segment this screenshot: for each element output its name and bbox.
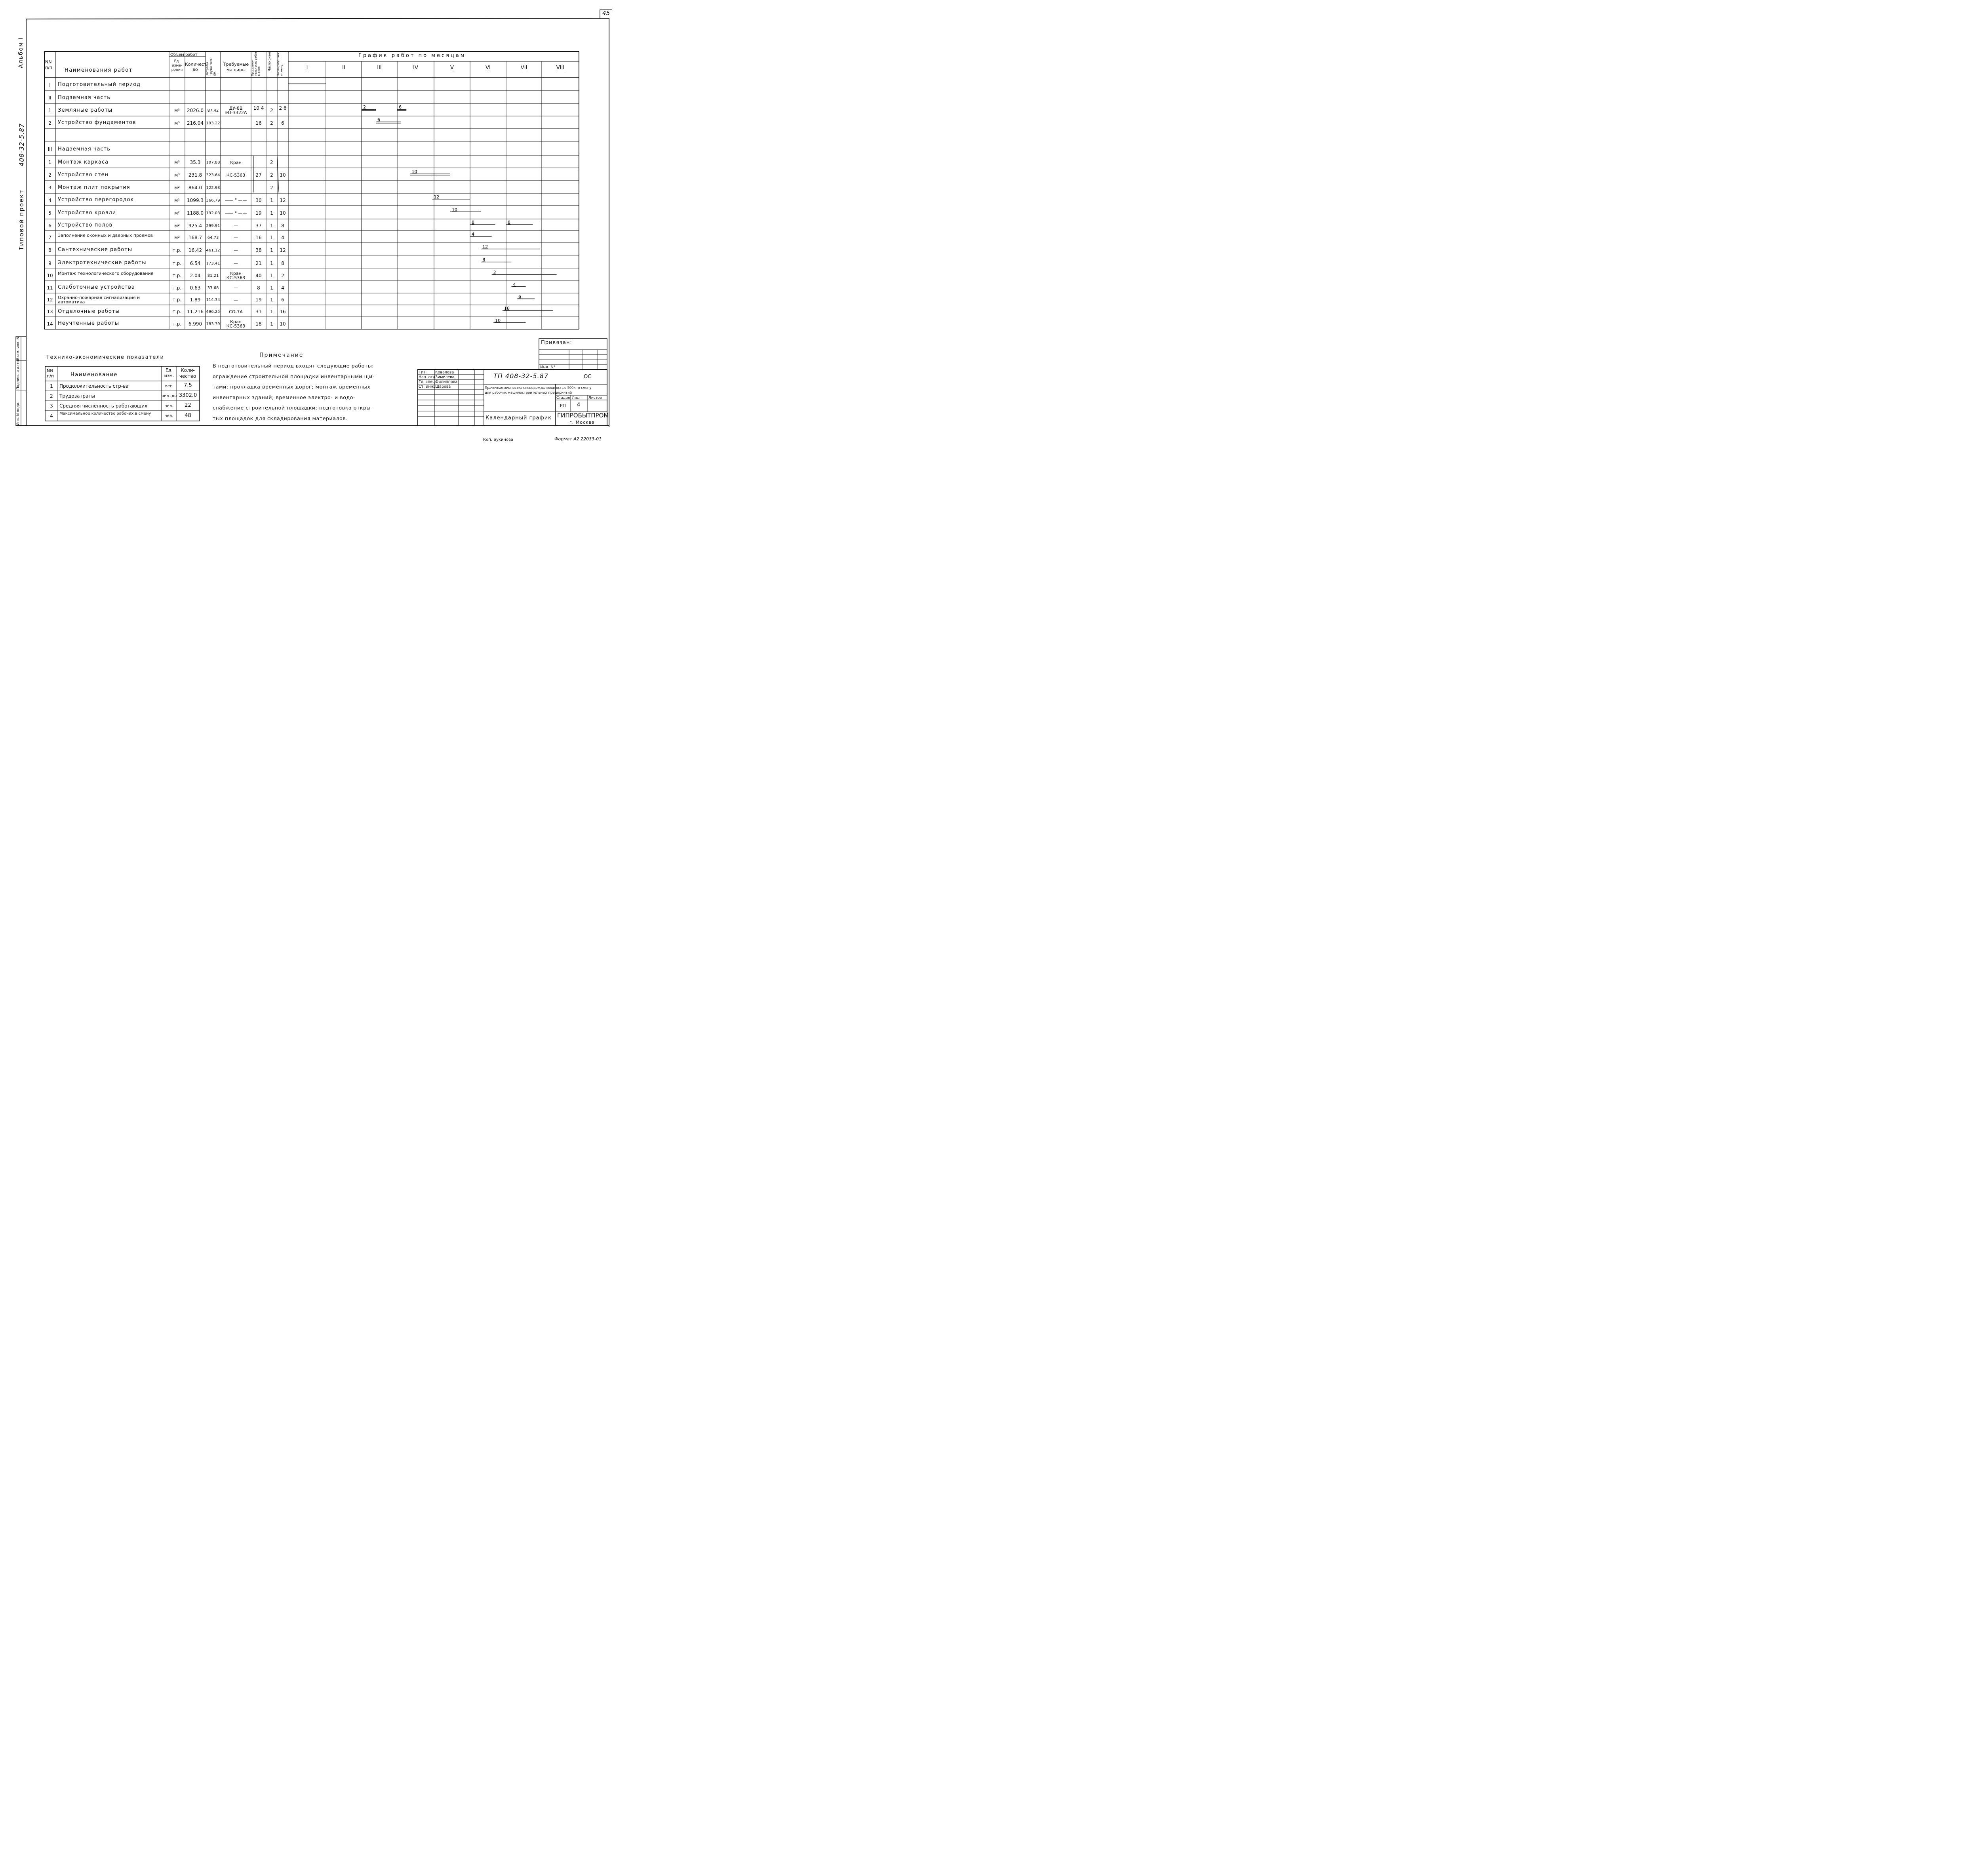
row-3-shifts: 2 xyxy=(270,120,273,126)
note-line-6: тых площадок для складирования материалов. xyxy=(213,415,348,421)
row-14-name: Электротехнические работы xyxy=(58,260,147,266)
row-16-name: Слаботочные устройства xyxy=(58,284,135,290)
row-12-machines: — xyxy=(234,235,238,240)
indicator-3-unit: чел. xyxy=(164,404,173,408)
row-16-qty: 0.63 xyxy=(190,285,201,291)
row-16-num: 11 xyxy=(47,285,53,291)
row-9-duration: 30 xyxy=(255,197,262,203)
indicator-4-qty: 48 xyxy=(185,412,191,419)
row-9-name: Устройство перегородок xyxy=(58,197,134,203)
row-14-shifts: 1 xyxy=(270,260,273,266)
row-12-workers: 4 xyxy=(281,234,284,240)
row-10-labor: 192.03 xyxy=(206,211,220,215)
header-shifts: Число смен xyxy=(268,52,271,71)
stage-label: Стадия xyxy=(556,396,570,400)
stamp-inv-podl: Инв. N подл. xyxy=(16,402,20,425)
row-9-unit: м² xyxy=(174,197,180,203)
row-12-num: 7 xyxy=(48,234,51,240)
format-label: Формат А2 22033-01 xyxy=(554,436,602,442)
row-12-labor: 64.73 xyxy=(207,235,219,240)
header-machines: Требуемые машины xyxy=(223,62,249,72)
ind-header-name: Наименование xyxy=(70,372,118,378)
row-3-qty: 216.04 xyxy=(187,120,204,126)
row-5-name: Надземная часть xyxy=(58,146,110,152)
month-5: V xyxy=(450,65,454,71)
ind-header-unit: Ед. изм. xyxy=(164,368,174,378)
row-3-duration: 16 xyxy=(255,120,262,126)
row-7-shifts: 2 xyxy=(270,172,273,178)
indicator-3-num: 3 xyxy=(50,403,53,409)
row-10-machines: —— " —— xyxy=(225,210,247,216)
album-label: Альбом I xyxy=(18,36,24,68)
row-15-unit: т.р. xyxy=(172,273,182,278)
stamp-signature-date: Подпись и дата xyxy=(16,360,20,390)
row-0-num: I xyxy=(49,82,51,88)
ind-header-qty: Коли- чество xyxy=(179,368,196,379)
row-19-duration: 18 xyxy=(255,321,262,327)
row-3-unit: м³ xyxy=(174,120,180,126)
row-18-name: Отделочные работы xyxy=(58,308,120,314)
doc-suffix: ОС xyxy=(584,374,592,380)
row-7-duration: 27 xyxy=(255,172,262,178)
month-3: III xyxy=(377,65,382,71)
bound-label: Привязан: xyxy=(541,340,572,346)
indicator-1-qty: 7.5 xyxy=(184,383,192,389)
row-7-qty: 231.8 xyxy=(188,172,202,178)
row-1-num: II xyxy=(48,95,51,101)
indicator-2-name: Трудозатраты xyxy=(59,393,95,399)
row-10-shifts: 1 xyxy=(270,210,273,216)
row-11-labor: 299.91 xyxy=(206,223,220,228)
row-14-labor: 173.41 xyxy=(206,261,220,266)
signer-1-role: ГИП xyxy=(419,370,427,375)
row-15-num: 10 xyxy=(47,273,53,278)
row-10-workers: 10 xyxy=(280,210,286,216)
row-1-name: Подземная часть xyxy=(58,94,110,101)
row-19-unit: т.р. xyxy=(172,321,182,327)
indicator-4-unit: чел. xyxy=(164,414,173,418)
row-14-unit: т.р. xyxy=(172,260,182,266)
row-5-num: III xyxy=(48,147,52,152)
month-2: II xyxy=(342,65,345,71)
row-10-name: Устройство кровли xyxy=(58,210,116,216)
row-7-workers: 10 xyxy=(280,172,286,178)
project-label: Типовой проект xyxy=(18,189,25,250)
row-9-qty: 1099.3 xyxy=(187,197,204,203)
row-6-machines: Кран xyxy=(230,160,242,165)
row-6-labor: 107.88 xyxy=(206,160,220,165)
gantt-label-8: 8 xyxy=(508,220,510,225)
month-6: VI xyxy=(485,65,491,71)
gantt-label-16: 10 xyxy=(495,318,501,323)
sheet-number: 45 xyxy=(602,10,610,17)
row-7-unit: м³ xyxy=(174,172,180,178)
sheet-value: 4 xyxy=(577,402,581,408)
indicator-3-qty: 22 xyxy=(185,402,191,408)
row-7-machines: КС-5363 xyxy=(226,172,246,178)
row-2-name: Земляные работы xyxy=(58,107,113,113)
row-19-workers: 10 xyxy=(280,321,286,327)
signer-4-name: Шарова xyxy=(435,385,451,389)
ind-header-num: NN п/п xyxy=(47,368,54,379)
gantt-label-10: 12 xyxy=(482,244,488,249)
indicators-title: Технико-экономические показатели xyxy=(46,354,164,360)
row-17-workers: 6 xyxy=(281,297,284,303)
row-13-machines: — xyxy=(234,248,238,253)
row-7-labor: 323.64 xyxy=(206,173,220,177)
gantt-label-12: 2 xyxy=(493,270,496,275)
row-9-shifts: 1 xyxy=(270,197,273,203)
row-10-num: 5 xyxy=(48,210,51,216)
row-19-qty: 6.990 xyxy=(188,321,202,327)
row-11-name: Устройство полов xyxy=(58,222,113,228)
row-9-machines: —— " —— xyxy=(225,198,247,203)
row-8-name: Монтаж плит покрытия xyxy=(58,184,130,190)
signer-2-role: Нач. отд. xyxy=(419,375,437,379)
row-10-unit: м² xyxy=(174,210,180,216)
row-2-labor: 87.42 xyxy=(207,109,219,113)
org-city: г. Москва xyxy=(569,420,595,425)
row-13-labor: 461.12 xyxy=(206,248,220,253)
row-17-qty: 1.89 xyxy=(190,297,201,303)
row-12-unit: м² xyxy=(174,234,180,240)
row-10-qty: 1188.0 xyxy=(187,210,204,216)
row-8-labor: 122.98 xyxy=(206,186,220,190)
row-12-qty: 168.7 xyxy=(188,234,202,240)
row-16-shifts: 1 xyxy=(270,285,273,291)
row-17-shifts: 1 xyxy=(270,297,273,303)
row-6-name: Монтаж каркаса xyxy=(58,159,109,165)
gantt-label-3: 6 xyxy=(377,117,380,122)
doc-code: ТП 408-32-5.87 xyxy=(493,372,548,380)
row-11-machines: — xyxy=(234,223,238,228)
row-13-num: 8 xyxy=(48,247,51,253)
row-12-name: Заполнение оконных и дверных проемов xyxy=(58,232,153,238)
row-15-qty: 2.04 xyxy=(190,273,201,278)
row-9-workers: 12 xyxy=(280,197,286,203)
indicator-2-num: 2 xyxy=(50,393,53,399)
note-line-2: ограждение строительной площадки инвентарными щи- xyxy=(213,373,375,379)
row-14-machines: — xyxy=(234,261,238,266)
stamp-vzam-inv: Взам. инв. N xyxy=(16,337,20,360)
row-6-shifts: 2 xyxy=(270,160,273,165)
sheets-label: Листов xyxy=(588,396,602,400)
row-19-machines: Кран КС-5363 xyxy=(226,319,246,329)
row-8-shifts: 2 xyxy=(270,185,273,190)
gantt-label-15: 16 xyxy=(504,306,510,311)
header-num: NN п/п xyxy=(45,59,53,70)
row-18-shifts: 1 xyxy=(270,309,273,314)
row-13-duration: 38 xyxy=(255,247,262,253)
row-9-labor: 366.79 xyxy=(206,198,220,203)
object-line-2: для рабочих машиностроительных предприятий xyxy=(485,391,572,395)
row-17-labor: 114.34 xyxy=(206,298,220,302)
gantt-label-7: 8 xyxy=(472,220,474,225)
row-2-num: 1 xyxy=(48,108,51,113)
indicator-1-name: Продолжительность стр-ва xyxy=(59,383,129,389)
row-15-name: Монтаж технологического оборудования xyxy=(58,271,154,276)
row-14-workers: 8 xyxy=(281,260,284,266)
gantt-label-4: 10 xyxy=(411,169,417,175)
stage-value: РП xyxy=(560,403,566,408)
header-schedule: График работ по месяцам xyxy=(358,53,466,59)
row-2-machines: ДУ-8В ЭО-3322А xyxy=(225,106,247,115)
header-labor: Затраты труда чел.-дн. xyxy=(206,57,216,76)
sheet-label: Лист xyxy=(572,396,581,400)
signer-2-name: Зимелева xyxy=(435,375,455,379)
drawing-title: Календарный график xyxy=(485,415,552,421)
row-19-name: Неучтенные работы xyxy=(58,320,120,326)
row-18-labor: 496.25 xyxy=(206,310,220,314)
row-6-qty: 35.3 xyxy=(190,160,201,165)
indicator-2-qty: 3302.0 xyxy=(179,392,197,398)
row-13-shifts: 1 xyxy=(270,247,273,253)
signer-4-role: Ст. инж. xyxy=(419,385,436,389)
row-8-unit: м² xyxy=(174,185,180,190)
row-6-unit: м³ xyxy=(174,160,180,165)
copied-by: Коп. Букинова xyxy=(483,438,514,442)
row-17-num: 12 xyxy=(47,297,53,303)
row-16-machines: — xyxy=(234,285,238,290)
row-11-num: 6 xyxy=(48,223,51,229)
row-15-machines: Кран КС-5363 xyxy=(226,271,246,280)
row-15-duration: 40 xyxy=(255,273,262,278)
row-13-name: Сантехнические работы xyxy=(58,247,133,253)
indicator-4-name: Максимальное количество рабочих в смену xyxy=(59,411,151,416)
row-3-labor: 193.22 xyxy=(206,121,220,126)
row-14-num: 9 xyxy=(48,260,51,266)
row-7-name: Устройство стен xyxy=(58,171,109,178)
row-11-qty: 925.4 xyxy=(188,223,202,229)
header-volume: Объем работ xyxy=(170,53,198,57)
row-2-duration: 10 4 xyxy=(253,105,264,111)
row-18-unit: т.р. xyxy=(172,309,182,314)
signer-1-name: Ковалева xyxy=(435,370,454,375)
row-13-unit: т.р. xyxy=(172,247,182,253)
note-line-4: инвентарных зданий; временное электро- и водо- xyxy=(213,394,356,400)
gantt-label-11: 8 xyxy=(482,257,485,263)
row-17-name: Охранно-пожарная сигнализация и автоматика xyxy=(58,295,140,305)
signer-3-role: Гл. спец. xyxy=(419,380,436,384)
month-8: VIII xyxy=(556,65,565,71)
month-1: I xyxy=(306,65,308,71)
object-line-1: Прачечная-химчистка спецодежды мощностью 500кг в смену xyxy=(485,386,592,390)
row-2-shifts: 2 xyxy=(270,108,273,113)
note-line-5: снабжение строительной площадки; подготовка откры- xyxy=(213,405,373,411)
header-name: Наименования работ xyxy=(65,67,133,73)
row-17-unit: т.р. xyxy=(172,297,182,303)
header-unit: Ед. изме- рения xyxy=(171,59,183,72)
gantt-label-6: 10 xyxy=(451,207,457,212)
row-13-workers: 12 xyxy=(280,247,286,253)
row-14-duration: 21 xyxy=(255,260,262,266)
row-19-labor: 183.39 xyxy=(206,322,220,326)
row-19-num: 14 xyxy=(47,321,53,327)
indicator-1-num: 1 xyxy=(50,383,53,389)
indicator-3-name: Средняя численность работающих xyxy=(59,403,148,409)
gantt-label-1: 2 xyxy=(363,105,366,110)
row-16-workers: 4 xyxy=(281,285,284,291)
row-0-name: Подготовительный период xyxy=(58,82,141,88)
row-2-qty: 2026.0 xyxy=(187,108,204,113)
row-18-workers: 16 xyxy=(280,309,286,314)
org-name: ГИПРОБЫТПРОМ xyxy=(557,412,609,419)
row-9-num: 4 xyxy=(48,197,51,203)
gantt-label-2: 6 xyxy=(399,105,402,110)
gantt-label-14: 6 xyxy=(518,294,521,299)
row-16-labor: 33.68 xyxy=(207,286,219,290)
row-10-duration: 19 xyxy=(255,210,262,216)
indicator-1-unit: мес. xyxy=(164,384,173,389)
header-qty: Количест- во xyxy=(185,62,208,72)
row-13-qty: 16.42 xyxy=(188,247,202,253)
row-12-duration: 16 xyxy=(255,234,262,240)
project-number: 408-32-5.87 xyxy=(18,123,25,166)
row-12-shifts: 1 xyxy=(270,234,273,240)
month-4: IV xyxy=(413,65,418,71)
gantt-label-13: 4 xyxy=(513,282,516,287)
row-11-shifts: 1 xyxy=(270,223,273,229)
header-duration: Продолжи- тельность работ в днях xyxy=(251,51,261,76)
row-11-workers: 8 xyxy=(281,223,284,229)
indicator-4-num: 4 xyxy=(50,413,53,419)
header-workers: Число рабо- чих в смену xyxy=(277,52,283,76)
row-6-num: 1 xyxy=(48,160,51,165)
row-11-duration: 37 xyxy=(255,223,262,229)
note-title: Примечание xyxy=(259,352,304,358)
row-15-shifts: 1 xyxy=(270,273,273,278)
row-15-labor: 81.21 xyxy=(207,274,219,278)
row-18-qty: 11.216 xyxy=(187,309,204,314)
row-19-shifts: 1 xyxy=(270,321,273,327)
gantt-label-9: 4 xyxy=(472,231,474,237)
row-2-workers: 2 6 xyxy=(279,105,287,111)
row-3-num: 2 xyxy=(48,120,51,126)
note-line-1: В подготовительный период входят следующие работы: xyxy=(213,363,374,369)
gantt-label-5: 12 xyxy=(434,194,440,200)
row-18-duration: 31 xyxy=(255,309,262,314)
row-7-num: 2 xyxy=(48,172,51,178)
row-2-unit: м³ xyxy=(174,108,180,113)
row-8-qty: 864.0 xyxy=(188,185,202,190)
indicator-2-unit: чел.-дн xyxy=(162,394,177,398)
signer-3-name: Филиппова xyxy=(435,380,458,384)
row-14-qty: 6.54 xyxy=(190,260,201,266)
note-line-3: тами; прокладка временных дорог; монтаж временных xyxy=(213,384,371,390)
row-3-name: Устройство фундаментов xyxy=(58,120,136,126)
inv-label: Инв. N° xyxy=(540,365,556,369)
row-18-machines: СО-7А xyxy=(229,309,243,314)
row-8-num: 3 xyxy=(48,185,51,190)
month-7: VII xyxy=(520,65,527,71)
row-15-workers: 2 xyxy=(281,273,284,278)
row-3-workers: 6 xyxy=(281,120,284,126)
row-17-machines: — xyxy=(234,297,238,303)
row-18-num: 13 xyxy=(47,309,53,314)
row-11-unit: м² xyxy=(174,223,180,229)
row-16-duration: 8 xyxy=(257,285,260,291)
row-17-duration: 19 xyxy=(255,297,262,303)
row-16-unit: т.р. xyxy=(172,285,182,291)
